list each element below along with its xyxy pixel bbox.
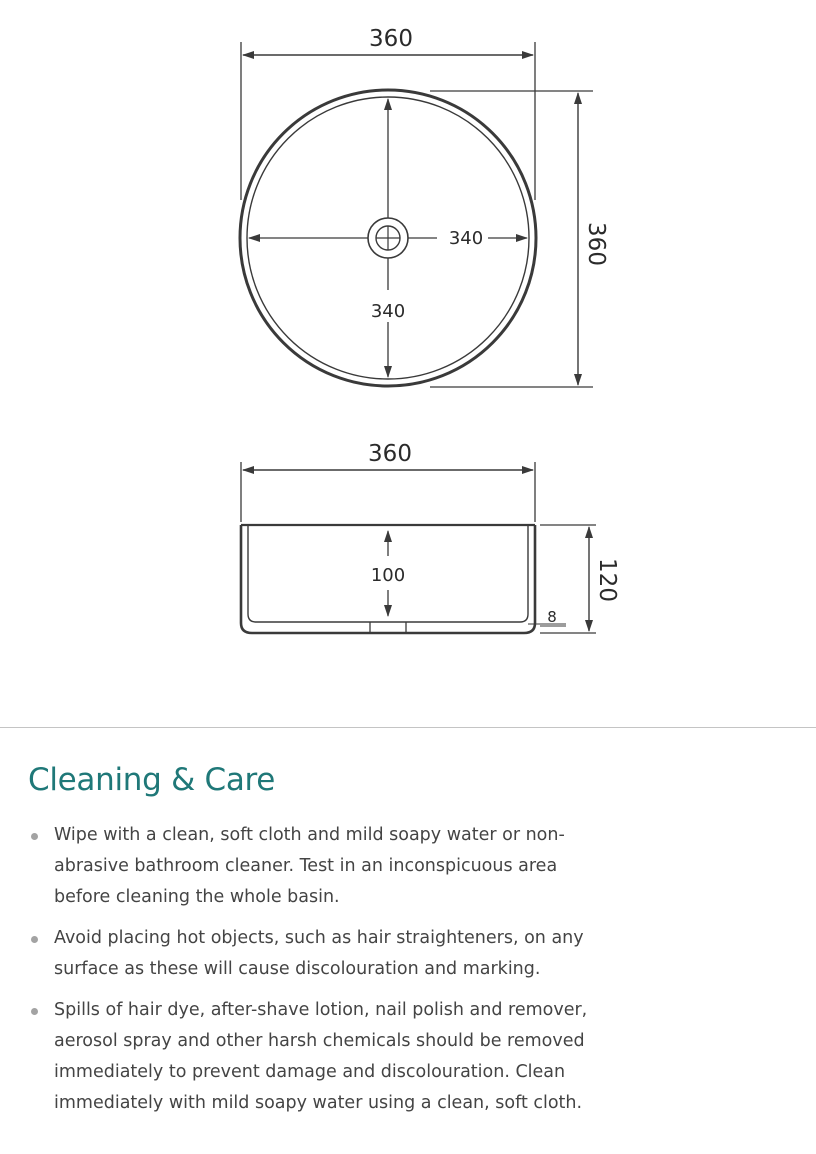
care-list: [28, 820, 648, 1119]
list-item: [28, 820, 648, 913]
list-item-line: Spills of hair dye, after-shave lotion, nail polish and remover,: [54, 1000, 588, 1020]
cleaning-care-section: [28, 762, 648, 1129]
section-title: Cleaning & Care: [28, 762, 276, 798]
list-item: [28, 923, 648, 985]
bullet-icon: [31, 833, 38, 840]
section-divider: [0, 727, 816, 728]
side-outer-height-label: 120: [594, 558, 620, 602]
list-item-line: abrasive bathroom cleaner. Test in an inconspicuous area: [54, 856, 558, 876]
side-outer-width-label: 360: [368, 441, 412, 467]
list-item-line: immediately to prevent damage and discolouration. Clean: [54, 1062, 566, 1082]
bullet-icon: [31, 936, 38, 943]
list-item-line: surface as these will cause discolouration and marking.: [54, 959, 541, 979]
side-inner-height-label: 100: [370, 565, 406, 586]
list-item-line: immediately with mild soapy water using a clean, soft cloth.: [54, 1093, 583, 1113]
top-inner-depth-label: 340: [370, 301, 406, 322]
list-item-line: before cleaning the whole basin.: [54, 887, 340, 907]
side-base-thickness-label: 8: [547, 608, 557, 626]
list-item-line: Wipe with a clean, soft cloth and mild soapy water or non-: [54, 825, 565, 845]
top-outer-width-label: 360: [369, 26, 413, 52]
bullet-icon: [31, 1008, 38, 1015]
side-view: [241, 462, 596, 633]
list-item: [28, 995, 648, 1119]
top-inner-width-label: 340: [448, 228, 484, 249]
top-outer-depth-label: 360: [583, 222, 609, 266]
top-view: [240, 42, 593, 387]
list-item-line: Avoid placing hot objects, such as hair straighteners, on any: [54, 928, 584, 948]
list-item-line: aerosol spray and other harsh chemicals should be removed: [54, 1031, 585, 1051]
